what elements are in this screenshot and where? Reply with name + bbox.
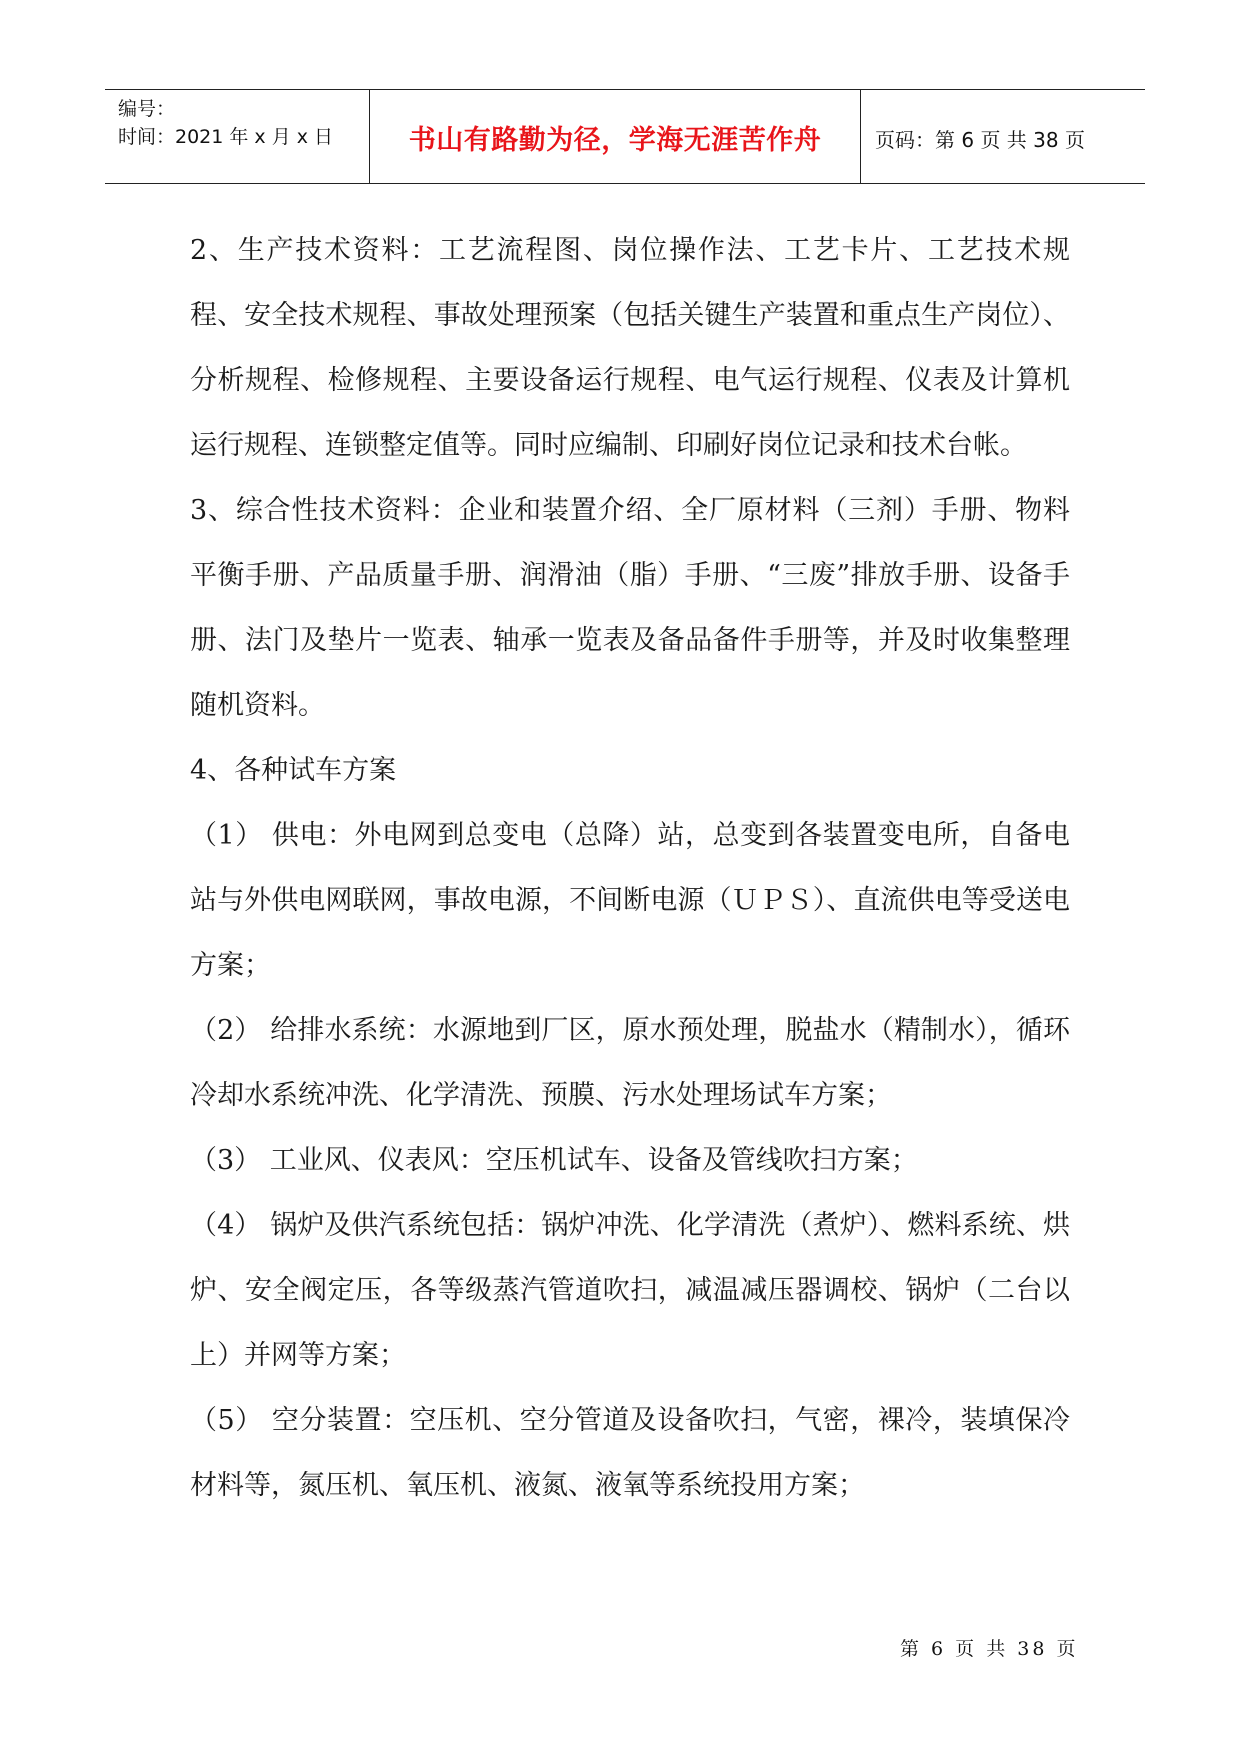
document-body <box>190 218 1070 1518</box>
header-page-number: 页码：第 6 页 共 38 页 <box>875 128 1085 152</box>
header-top-rule <box>105 89 1145 90</box>
paragraph-production-tech-docs: 2、生产技术资料：工艺流程图、岗位操作法、工艺卡片、工艺技术规程、安全技术规程、事故处理预案（包括关键生产装置和重点生产岗位）、分析规程、检修规程、主要设备运行规程、电气运行规程、仪表及计算机运行规程、连锁整定值等。同时应编制、印刷好岗位记录和技术台帐。 <box>190 235 1070 461</box>
header-divider-right <box>860 89 861 184</box>
paragraph-air-system: （3） 工业风、仪表风：空压机试车、设备及管线吹扫方案； <box>190 1145 918 1176</box>
header-bottom-rule <box>105 183 1145 184</box>
serial-number-label: 编号： <box>118 98 176 120</box>
paragraph-trial-run-plans-heading: 4、各种试车方案 <box>190 755 397 786</box>
paragraph-comprehensive-tech-docs: 3、综合性技术资料：企业和装置介绍、全厂原材料（三剂）手册、物料平衡手册、产品质量手册、润滑油（脂）手册、“三废”排放手册、设备手册、法门及垫片一览表、轴承一览表及备品备件手册等，并及时收集整理随机资料。 <box>190 495 1070 721</box>
date-label: 时间：2021 年 x 月 x 日 <box>118 126 334 148</box>
paragraph-boiler-steam: （4） 锅炉及供汽系统包括：锅炉冲洗、化学清洗（煮炉）、燃料系统、烘炉、安全阀定压，各等级蒸汽管道吹扫，减温减压器调校、锅炉（二台以上）并网等方案； <box>190 1210 1070 1371</box>
header-motto: 书山有路勤为径，学海无涯苦作舟 <box>408 125 822 156</box>
paragraph-power-supply: （1） 供电：外电网到总变电（总降）站，总变到各装置变电所，自备电站与外供电网联网，事故电源，不间断电源（ＵＰＳ）、直流供电等受送电方案； <box>190 820 1070 981</box>
paragraph-air-separation: （5） 空分装置：空压机、空分管道及设备吹扫，气密，裸冷，装填保冷材料等，氮压机、氧压机、液氮、液氧等系统投用方案； <box>190 1405 1070 1501</box>
header-info <box>118 95 333 151</box>
footer-page-number: 第 6 页 共 38 页 <box>900 1638 1079 1660</box>
paragraph-water-system: （2） 给排水系统：水源地到厂区，原水预处理，脱盐水（精制水），循环冷却水系统冲洗、化学清洗、预膜、污水处理场试车方案； <box>190 1015 1070 1111</box>
